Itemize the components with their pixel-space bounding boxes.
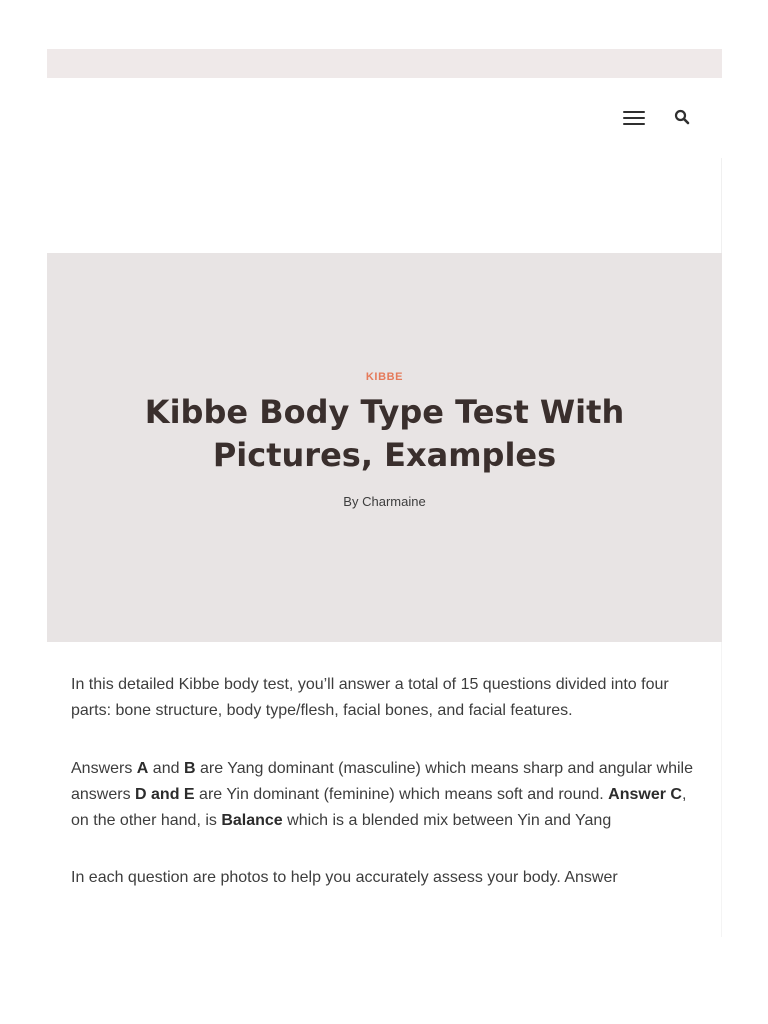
search-icon[interactable]: [674, 109, 690, 125]
text-run: which is a blended mix between Yin and Yang: [282, 812, 612, 830]
bold-text: B: [183, 759, 196, 777]
top-bar: [47, 49, 722, 78]
content-edge-divider: [721, 642, 722, 937]
author-link[interactable]: Charmaine: [362, 494, 426, 509]
header-edge-divider: [721, 158, 722, 254]
byline-prefix: By: [343, 494, 359, 509]
text-run: are Yang dominant (masculine) which means sharp and angular while answers: [71, 759, 693, 803]
bold-text: A: [136, 759, 149, 777]
page-title: Kibbe Body Type Test With Pictures, Examples: [144, 393, 625, 474]
menu-bar-line: [623, 111, 645, 113]
category-link[interactable]: KIBBE: [365, 371, 404, 383]
text-run: are Yin dominant (feminine) which means soft and round.: [194, 785, 609, 803]
text-run: Answers: [71, 759, 137, 777]
hero-banner: [47, 253, 722, 642]
article-body: [71, 672, 698, 923]
article-paragraph-intro: In this detailed Kibbe body test, you’ll answer a total of 15 questions divided into four parts: bone structure, body type/flesh, facial bones, and facial features.: [71, 676, 669, 720]
bold-text: Answer C: [608, 785, 682, 803]
menu-bar-line: [623, 123, 645, 125]
byline: [47, 494, 722, 509]
article-paragraph-photos: In each question are photos to help you accurately assess your body. Answer: [71, 869, 618, 887]
hamburger-menu-icon[interactable]: [623, 108, 645, 126]
text-run: and: [148, 759, 184, 777]
site-header: [47, 78, 722, 158]
bold-text: Balance: [221, 812, 283, 830]
menu-bar-line: [623, 117, 645, 119]
article-paragraph-answers: [71, 756, 698, 835]
bold-text: D and E: [135, 785, 195, 803]
text-run: , on the other hand, is: [71, 785, 687, 830]
